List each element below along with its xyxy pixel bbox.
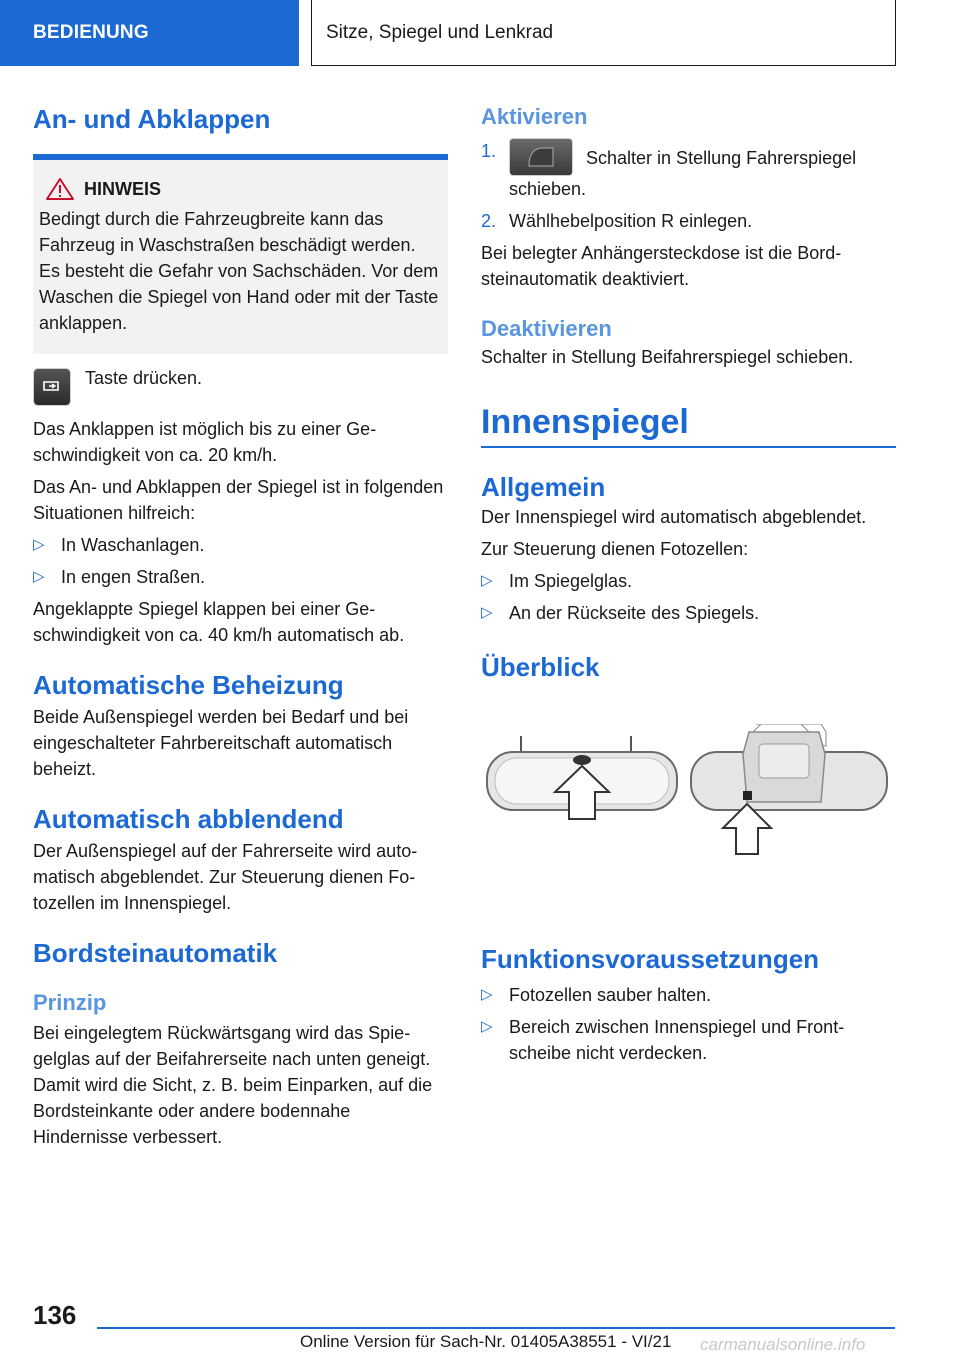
unfold-speed-text: Angeklappte Spiegel klappen bei einer Geschwindigkeit von ca. 40 km/h automatisch ab.	[33, 599, 405, 645]
fold-situations-list	[33, 532, 448, 590]
step-item: 1. Schalter in Stellung Fahrerspiegel schieben.	[481, 138, 896, 202]
warning-icon	[44, 177, 76, 201]
heading-rule	[481, 446, 896, 448]
principle-text: Bei eingelegtem Rückwärtsgang wird das Spiegelglas auf der Beifahrerseite nach unten geneigt. Damit wird die Sicht, z. B. beim Einparken, auf die Bordsteinkante oder andere bodennahe Hindernisse verbessert.	[33, 1023, 433, 1147]
list-item: ▷ Bereich zwischen Innenspiegel und Frontscheibe nicht verdecken.	[481, 1014, 896, 1066]
triangle-bullet-icon: ▷	[481, 986, 493, 1003]
list-item: ▷ In Waschanlagen.	[33, 532, 448, 558]
page-number: 136	[33, 1300, 77, 1330]
requirements-list	[481, 982, 896, 1066]
triangle-bullet-icon: ▷	[481, 604, 493, 621]
inner-mirror-illustration	[481, 724, 896, 874]
mirror-fold-icon	[40, 377, 64, 397]
hint-title-text: HINWEIS	[84, 179, 162, 199]
hint-title	[39, 176, 440, 202]
triangle-bullet-icon: ▷	[481, 1018, 493, 1035]
heating-text: Beide Außenspiegel werden bei Bedarf und bei eingeschalteter Fahrbereitschaft automatisch beheizt.	[33, 707, 409, 779]
chapter-label: BEDIENUNG	[0, 0, 299, 66]
heading-fold: An- und Abklappen	[33, 104, 271, 134]
photocell-list	[481, 568, 896, 626]
footer-rule	[97, 1327, 895, 1329]
list-item: ▷ Im Spiegelglas.	[481, 568, 896, 594]
heading-inner-mirror: Innenspiegel	[481, 403, 689, 441]
list-item: ▷ In engen Straßen.	[33, 564, 448, 590]
footer-version: Online Version für Sach-Nr. 01405A38551 - VI/21	[300, 1332, 672, 1351]
heading-curb: Bordsteinautomatik	[33, 938, 278, 968]
heading-principle: Prinzip	[33, 990, 107, 1015]
heading-overview: Überblick	[481, 652, 600, 682]
left-column	[33, 96, 448, 1150]
button-instruction: Taste drücken.	[85, 368, 203, 388]
heading-activate: Aktivieren	[481, 104, 588, 129]
general-text: Der Innenspiegel wird automatisch abgeblendet.	[481, 507, 867, 527]
heading-deactivate: Deaktivieren	[481, 316, 612, 341]
step-item: 2. Wählhebelposition R einlegen.	[481, 211, 753, 231]
section-label: Sitze, Spiegel und Lenkrad	[311, 0, 896, 66]
right-column	[481, 96, 896, 1066]
heading-dimming: Automatisch abblendend	[33, 804, 344, 834]
trailer-text: Bei belegter Anhängersteckdose ist die Bordsteinautomatik deaktiviert.	[481, 243, 842, 289]
triangle-bullet-icon: ▷	[481, 572, 493, 589]
mirror-switch-icon	[509, 138, 573, 176]
page-header	[0, 0, 960, 66]
list-item: ▷ An der Rückseite des Spiegels.	[481, 600, 896, 626]
hint-box	[33, 154, 448, 354]
heading-general: Allgemein	[481, 472, 606, 502]
dimming-text: Der Außenspiegel auf der Fahrerseite wird automatisch abgeblendet. Zur Steuerung dienen Fotozellen im Innenspiegel.	[33, 841, 418, 913]
heading-requirements: Funktionsvoraussetzungen	[481, 944, 820, 974]
triangle-bullet-icon: ▷	[33, 568, 45, 585]
deactivate-text: Schalter in Stellung Beifahrerspiegel schieben.	[481, 347, 854, 367]
control-text: Zur Steuerung dienen Fotozellen:	[481, 539, 749, 559]
button-row	[33, 368, 448, 406]
fold-button-icon	[33, 368, 71, 406]
triangle-bullet-icon: ▷	[33, 536, 45, 553]
watermark: carmanualsonline.info	[700, 1335, 866, 1354]
fold-situations-text: Das An- und Abklappen der Spiegel ist in folgenden Situationen hilfreich:	[33, 477, 444, 523]
list-item: ▷ Fotozellen sauber halten.	[481, 982, 896, 1008]
activate-steps	[481, 138, 896, 234]
hint-text: Bedingt durch die Fahrzeugbreite kann das Fahrzeug in Waschstraßen beschädigt werden. Es besteht die Gefahr von Sachschäden. Vor dem Waschen die Spiegel von Hand oder mit der Taste anklappen.	[39, 209, 439, 333]
fold-speed-text: Das Anklappen ist möglich bis zu einer Geschwindigkeit von ca. 20 km/h.	[33, 419, 377, 465]
heading-heating: Automatische Beheizung	[33, 670, 344, 700]
